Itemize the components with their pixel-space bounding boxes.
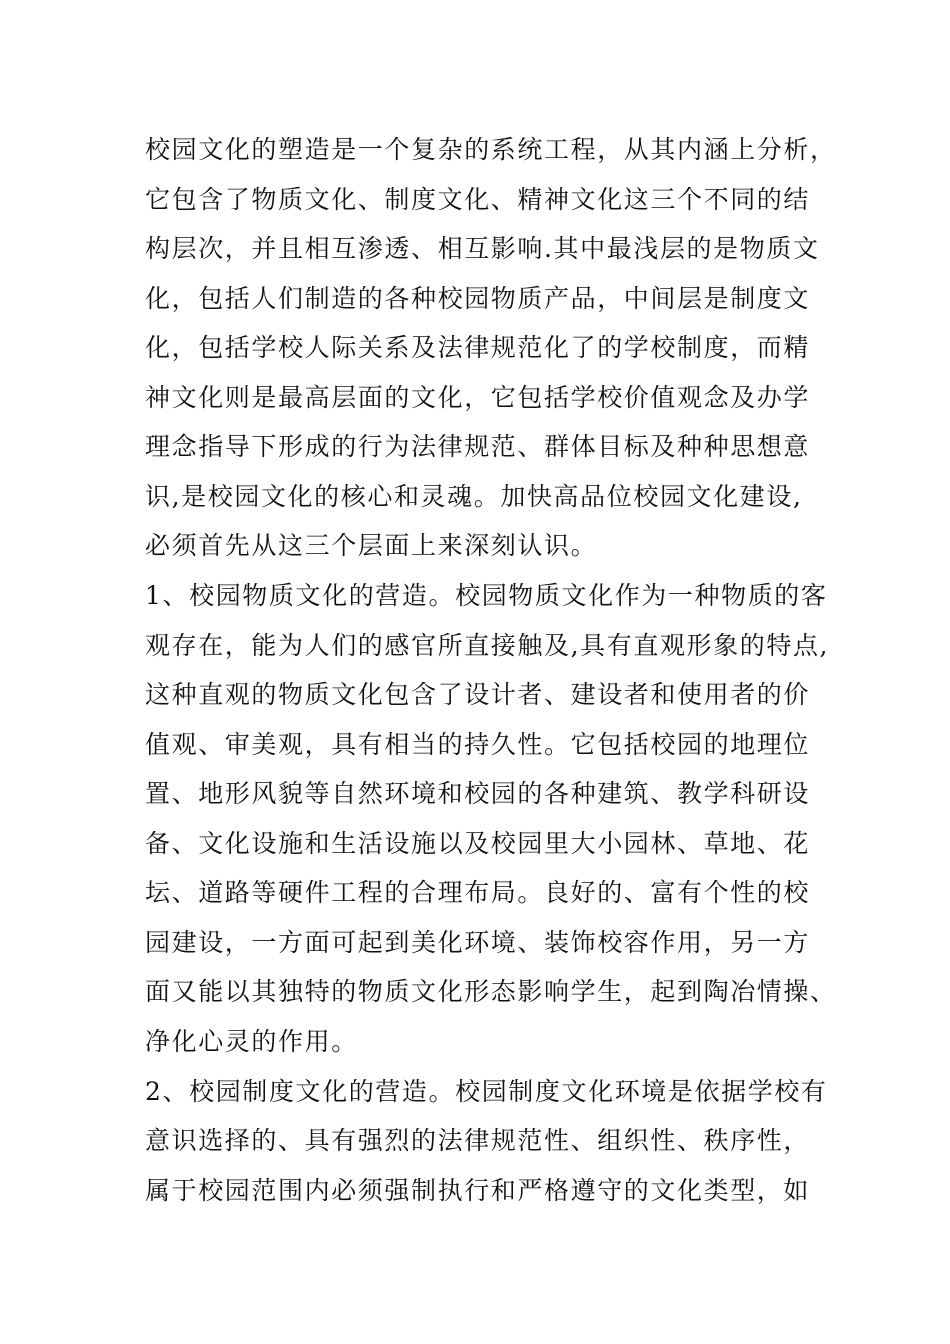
text-line: 构层次，并且相互渗透、相互影响.其中最浅层的是物质文: [145, 234, 820, 263]
text-line: 这种直观的物质文化包含了设计者、建设者和使用者的价: [145, 680, 811, 709]
text-line: 1、校园物质文化的营造。校园物质文化作为一种物质的客: [145, 581, 828, 610]
text-line: 校园文化的塑造是一个复杂的系统工程，从其内涵上分析，: [145, 135, 837, 164]
text-line: 识,是校园文化的核心和灵魂。加快高品位校园文化建设,: [145, 482, 803, 511]
text-line: 观存在，能为人们的感官所直接触及,具有直观形象的特点,: [145, 631, 830, 660]
text-line: 理念指导下形成的行为法律规范、群体目标及种种思想意: [145, 432, 811, 461]
text-line: 坛、道路等硬件工程的合理布局。良好的、富有个性的校: [145, 878, 811, 907]
text-line: 园建设，一方面可起到美化环境、装饰校容作用，另一方: [145, 928, 811, 957]
text-line: 属于校园范围内必须强制执行和严格遵守的文化类型，如: [145, 1176, 811, 1205]
text-line: 值观、审美观，具有相当的持久性。它包括校园的地理位: [145, 730, 811, 759]
text-line: 意识选择的、具有强烈的法律规范性、组织性、秩序性，: [145, 1126, 811, 1155]
text-line: 必须首先从这三个层面上来深刻认识。: [145, 531, 598, 560]
text-line: 置、地形风貌等自然环境和校园的各种建筑、教学科研设: [145, 779, 811, 808]
text-line: 净化心灵的作用。: [145, 1027, 358, 1056]
text-line: 化，包括人们制造的各种校园物质产品，中间层是制度文: [145, 284, 811, 313]
text-line: 面又能以其独特的物质文化形态影响学生，起到陶冶情操、: [145, 977, 837, 1006]
text-line: 它包含了物质文化、制度文化、精神文化这三个不同的结: [145, 185, 811, 214]
text-line: 神文化则是最高层面的文化，它包括学校价值观念及办学: [145, 383, 811, 412]
text-line: 2、校园制度文化的营造。校园制度文化环境是依据学校有: [145, 1077, 828, 1106]
text-line: 化，包括学校人际关系及法律规范化了的学校制度，而精: [145, 333, 811, 362]
text-line: 备、文化设施和生活设施以及校园里大小园林、草地、花: [145, 829, 811, 858]
